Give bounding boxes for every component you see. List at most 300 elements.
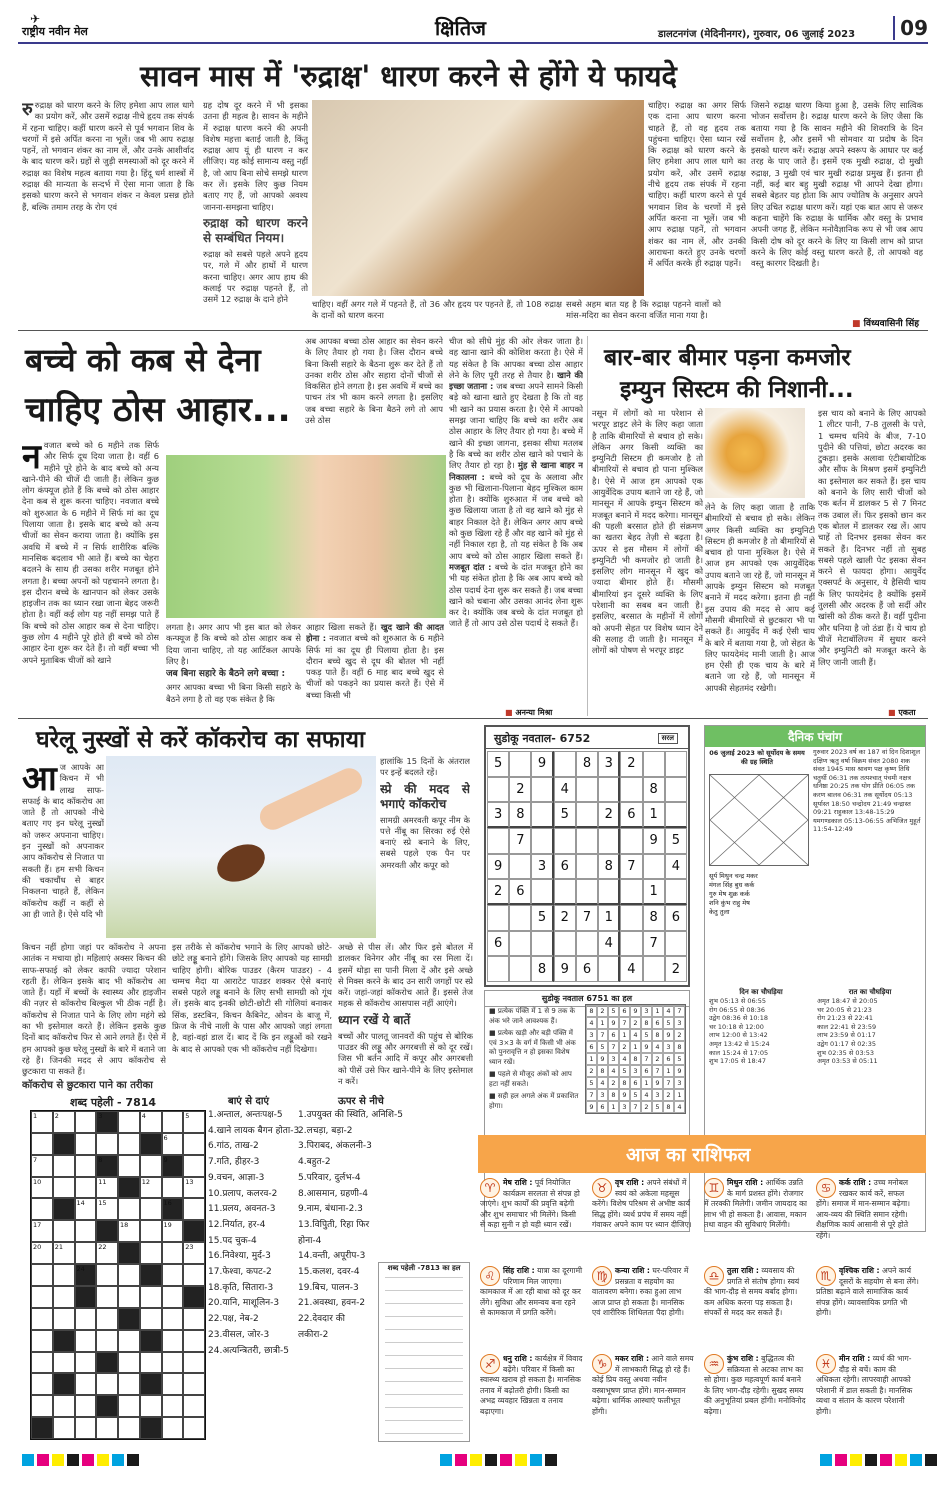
choghadiya-row: लाभ 23:59 से 01:17 [817,1031,876,1040]
crossword-cell: 1 [31,1111,53,1133]
answer-cell: 1 [641,1077,652,1089]
crossword-cell: 22 [96,1242,118,1264]
answer-cell: 7 [619,1017,630,1029]
sudoku-cell [620,828,642,854]
rashi-name: मकर राशि : [615,1354,650,1363]
down-clue: 19.बिच, पालन-3 [298,1282,359,1293]
crossword-cell [53,1264,75,1286]
crossword-cell [75,1395,97,1417]
sudoku-cell [487,777,509,803]
crossword-cell [31,1395,53,1417]
answer-cell: 4 [630,1029,641,1041]
answer-cell: 2 [586,1065,597,1077]
color-swatch [470,1454,482,1466]
crossword-cell: 14 [75,1198,97,1220]
sudoku-answer-title: सुडोकू नवताल 6751 का हल [485,991,689,1007]
planet-row: सूर्य मिथुन चन्द्र मकर [709,872,758,880]
baby-eating-photo [166,455,446,618]
answer-cell: 9 [663,1029,674,1041]
sudoku-cell: 9 [487,854,509,880]
planet-row: गुरु मेष शुक्र कर्क [709,890,750,898]
color-registration-bar [820,1454,937,1466]
rashi-name: मीन राशि : [839,1354,871,1363]
rashi-name: कर्क राशि : [839,1178,872,1187]
down-clue: 9.नाम, बंधाना-2.3 [298,1204,363,1215]
article2-col3: आहार खिला सकते हैं। खुद खाने की आदत होना : नवजात बच्चे को शुरुआत के 6 महीने सिर्फ मां का दूध ही पिलाया होता है। इस दौरान बच्चे खुद से दूध की बोतल भी नहीं पकड़ पाते हैं। वहीं 6 माह बाद बच्चे खुद से चीजों को पकड़ने का प्रयास करते हैं। ऐसे में बच्चा किसी भी [306,622,444,700]
crossword-cell [53,1352,75,1374]
sudoku-cell [509,751,531,777]
crossword-cell [31,1264,53,1286]
sudoku-cell: 2 [487,879,509,905]
answer-cell: 7 [597,1029,608,1041]
zodiac-icon: ♑ [592,1354,612,1374]
answer-cell: 5 [597,1041,608,1053]
sudoku-cell [554,931,576,957]
sudoku-cell: 6 [554,854,576,880]
rashi-item [816,1178,919,1263]
answer-cell: 8 [586,1005,597,1017]
answer-cell: 6 [663,1053,674,1065]
crossword-cell [75,1111,97,1133]
down-clue: 14.वन्ती, अपूरीप-3 [298,1251,366,1262]
rashi-text: यात्रा का दूरगामी परिणाम मिल जाएगा। कामकाज में आ रही बाधा को दूर कर लेंगे। सुविधा और समन्वय बना रहने से कामकाज में प्रगति करेंगे। [480,1266,583,1317]
sudoku-cell: 7 [509,828,531,854]
crossword-cell [118,1373,140,1395]
crossword-cell [140,1264,162,1286]
house-cockroach-photo [106,756,376,938]
across-clue: 10.प्रलाप, कलरव-2 [208,1188,278,1199]
crossword-cell [118,1177,140,1199]
sudoku-cell: 4 [620,956,642,982]
answer-cell: 4 [597,1077,608,1089]
article1-col3-right: चाहिए। रुद्राक्ष का अगर सिर्फ एक दाना आप धारण करना चाहते हैं, तो वह हृदय तक पहुंचना चाहिए। ऐसा ध्यान रखें कि रुद्राक्ष को धारण करने के लिए हमेशा आप लाल धागे का प्रयोग करें, और उसमें रुद्राक्ष नीचे हृदय तक संपर्क में रहना चाहिए। कहीं धारण करने से पूर्व भगवान शिव के चरणों में इसे अर्पित करना ना भूलें। जब भी आप रुद्राक्ष पहनें, तो भगवान शंकर का नाम लें, और उनकी आराधना करते हुए उनके चरणों में अर्पित करके ही रुद्राक्ष पहनें। [648,100,746,269]
crossword-cell [96,1352,118,1374]
sudoku-cell: 6 [576,956,598,982]
choghadiya-row: उद्वेग 01:17 से 02:35 [817,1039,877,1048]
answer-cell: 9 [597,1053,608,1065]
sudoku-cell [665,802,687,828]
sudoku-cell: 8 [576,751,598,777]
crossword-cell [162,1395,184,1417]
sudoku-title: सुडोकू नवताल- 6752 सरल [486,727,688,749]
answer-cell: 5 [663,1017,674,1029]
sudoku-answer-grid [585,1004,686,1114]
color-swatch [500,1454,512,1466]
sudoku-cell [598,879,620,905]
sudoku-cell: 1 [643,879,665,905]
answer-cell: 3 [674,1017,685,1029]
choghadiya-row: रोग 21:23 से 22:41 [817,1014,874,1023]
answer-cell: 6 [630,1077,641,1089]
sudoku-cell: 3 [598,751,620,777]
color-registration-bar [440,1454,557,1466]
crossword-cell [118,1352,140,1374]
choghadiya-row: शुभ 05:13 से 06:55 [709,997,767,1005]
section-title: क्षितिज [435,16,486,40]
rashi-text: पूर्व नियोजित कार्यक्रम सरलता से संपन्न हो जाएंगे। शुभ कार्यों की प्रवृत्ति बढ़ेगी और शुभ समाचार भी मिलेंगे। किसी से कहा सुनी न हो यही ध्यान रखें। [480,1178,580,1229]
answer-cell: 7 [641,1053,652,1065]
crossword-cell [183,1417,205,1439]
sudoku-cell: 7 [643,931,665,957]
answer-cell: 4 [663,1005,674,1017]
sudoku-cell [665,879,687,905]
across-clue: 1.अन्ताल, अन्तःपक्ष-5 [208,1110,283,1120]
rashi-name: मिथुन राशि : [727,1178,764,1187]
article4-col2: इस तरीके से कॉकरोच भगाने के लिए आपको छोटे-छोटे लड्डू बनाने होंगे। जिसके लिए आपको यह सामग्री चाहिए होगी। बोरिक पाउडर (कैरम पाउडर) - 4 चम्मच मैदा या आराटेट पाउडर शक्कर ऐसे बनाएं सबसे पहले लड्डू बनाने के लिए सभी सामग्री को गूंथ लें। इसके बाद इनकी छोटी-छोटी सी गोलियां बनाकर सिंक, डस्टबिन, किचन कैबिनेट, ओवन के बाजू में, फ्रिज के नीचे नाली के पास और आपको जहां लगता है, वहां-वहां डाल दें। बाद दें कि इन लड्डूओं को रखने के बाद से आपको एक भी कॉकरोच नहीं दिखेगा। [172,942,332,1054]
answer-cell: 1 [608,1101,619,1113]
zodiac-icon: ♉ [592,1178,612,1198]
choghadiya-row: काल 22:41 से 23:59 [817,1022,877,1031]
article2-col1: नवजात बच्चे को 6 महीने तक सिर्फ और सिर्फ दूध दिया जाता है। वहीं 6 महीने पूरे होने के बाद बच्चे को अन्य खाने-पीने की चीजें दी जाती हैं। लेकिन कुछ लोग कंफ्यूज होते हैं कि बच्चे को ठोस आहार देना कब से शुरू करना चाहिए। नवजात बच्चे को शुरुआत के 6 महीने में सिर्फ मां का दूध पिलाया जाता है। इसके बाद बच्चे को अन्य चीजों का सेवन कराया जाता है। क्योंकि इस अवधि में बच्चे में न सिर्फ शारीरिक बल्कि मानसिक बदलाव भी आते हैं। बच्चे का चेहरा बदलने के साथ ही उसका शरीर मजबूत होने लगता है। बच्चा अपनों को पहचानने लगता है। इस दौरान बच्चे के खानपान को लेकर उसके हाइजीन तक का ध्यान रखा जाना बेहद जरूरी होता है। वहीं कई लोग यह नहीं समझ पाते हैं कि बच्चे को ठोस आहार कब से देना चाहिए। कुछ लोग 4 महीने पूरे होते ही बच्चे को ठोस आहार देना शुरू कर देते हैं। तो वहीं बच्चा भी अपने मुताबिक चीजों को खाने [22,440,159,665]
crossword-cell [75,1417,97,1439]
crossword-cell [53,1133,75,1155]
crossword-cell: 20 [31,1242,53,1264]
rashi-name: धनु राशि : [503,1354,533,1363]
crossword-cell: 2 [53,1111,75,1133]
crossword-cell [140,1395,162,1417]
rashi-item [816,1354,919,1439]
article1-subhead: रुद्राक्ष को धारण करने से सम्बंधित नियम। [203,215,308,245]
sudoku-note: ■ सही हल अगले अंक में प्रकाशित होगा। [489,1092,579,1110]
crossword-cell [75,1242,97,1264]
answer-cell: 3 [597,1089,608,1101]
answer-cell: 5 [608,1005,619,1017]
choghadiya-row: रोग 06:55 से 08:36 [709,1005,766,1014]
answer-cell: 1 [674,1089,685,1101]
zodiac-icon: ♏ [816,1266,836,1286]
rashi-text: व्यर्थ की भाग-दौड़ से बचें। काम की अधिकता रहेगी। लापरवाही आपको परेशानी में डाल सकती है। मानसिक व्यथा व संतान के कारण परेशानी होगी। [816,1354,913,1416]
crossword-cell: 23 [183,1242,205,1264]
dateline: डालटनगंज (मेदिनीनगर), गुरुवार, 06 जुलाई 2023 [658,29,856,40]
crossword-cell [31,1133,53,1155]
sudoku-cell [576,828,598,854]
answer-cell: 7 [674,1005,685,1017]
sudoku-cell [576,931,598,957]
answer-cell: 6 [608,1029,619,1041]
crossword-cell [118,1111,140,1133]
answer-cell: 1 [586,1053,597,1065]
article4-intro: आज आपके आ किचन में भी लाख साफ-सफाई के बाद कॉकरोच आ जाते हैं तो आपको नीचे बताए गए इन घरेलू नुस्खों को जरूर अपनाना चाहिए। इन नुस्खों को अपनाकर आप कॉकरोच से निजात पा सकती हैं। हम सभी किचन की चकाचौंध से बाहर निकलना चाहते हैं, लेकिन कॉकरोच कहीं न कहीं से आ ही जाते हैं। ऐसे यदि भी [22,762,104,919]
answer-cell: 8 [674,1041,685,1053]
choghadiya-row: चर 10:18 से 12:00 [709,1022,764,1031]
zodiac-icon: ♒ [704,1354,724,1374]
across-clue: 9.वचन, आज्ञा-3 [208,1172,265,1183]
answer-cell: 2 [597,1005,608,1017]
sudoku-cell: 6 [487,931,509,957]
article3-col2: लेने के लिए कहा जाता है ताकि बीमारियों से बचाव हो सके। लेकिन अगर किसी व्यक्ति का इम्युनिटी सिस्टम ही कमजोर है तो बीमारियों से बचाव हो पाना मुश्किल है। ऐसे में आज हम आपको एक आयुर्वेदिक उपाय बताने जा रहे हैं, जो मानसून में आपके इम्युन सिस्टम को मजबूत बनाने में मदद करेगा। इतना ही नहीं इस उपाय की मदद से आप कई मौसमी बीमारियों से छुटकारा भी पा सकते हैं। आयुर्वेद में कई ऐसी चाय के बारे में बताया गया है, जो सेहत के लिए फायदेमंद मानी जाती है। आज हम ऐसी ही एक चाय के बारे में बताने जा रहे हैं, जो मानसून में आपकी सेहतमंद रखेगी। [705,502,815,693]
answer-cell: 3 [630,1065,641,1077]
zodiac-icon: ♍ [592,1266,612,1286]
article1-col4: जिसने रुद्राक्ष धारण किया हुआ है, उसके लिए सात्विक भोजन सर्वोत्तम है। रुद्राक्ष धारण करने के लिए जैसा कि बताया गया है कि सावन महीने की शिवरात्रि के दिन सर्वोत्तम है, और इसमें भी सोमवार या प्रदोष के दिन इसको धारण करें। रुद्राक्ष अपने स्वरूप के आधार पर कई तरह के पाए जाते हैं। इसमें एक मुखी रुद्राक्ष, दो मुखी रुद्राक्ष, 3 मुखी एवं चार मुखी रुद्राक्ष प्रमुख हैं। इतना ही नहीं, कई बार बहु मुखी रुद्राक्ष भी आपने देखा होगा। सबसे बेहतर यह होता कि आप ज्योतिष के अनुसार अपने लिए उचित रुद्राक्ष धारण करें। यहां एक बात आप से जरूर कहना चाहेंगे कि रुद्राक्ष के धार्मिक और वस्तु के प्रभाव अपनी जगह हैं, लेकिन मनोवैज्ञानिक रूप से भी जब आप किसी दोष को दूर करने के लिए या किसी लाभ को प्राप्त करने के लिए कोई वस्तु धारण करते हैं, तो आपको वह वस्तु कारगर दिखती है। [751,100,923,269]
down-clue: होना-4 [298,1235,322,1246]
answer-cell: 6 [641,1065,652,1077]
hand-icon [256,764,367,834]
crossword-cell [53,1395,75,1417]
color-swatch [127,1454,139,1466]
answer-cell: 7 [663,1077,674,1089]
zodiac-icon: ♓ [816,1354,836,1374]
choghadiya-night: रात का चौघड़िया अमृत 18:47 से 20:05 चर 20:05 से 21:23 रोग 21:23 से 22:41 काल 22:41 से 23:59 लाभ 23:59 से 01:17 उद्वेग 01:17 से 02:35 शुभ 02:35 से 03:53 अमृत 03:53 से 05:11 [817,988,923,1066]
across-clue: 15.पद चुक-4 [208,1235,257,1246]
planet-row: शनि कुंभ राहु मेष [709,899,750,907]
answer-cell: 3 [652,1089,663,1101]
down-clues [298,1108,403,1344]
sudoku-cell [576,777,598,803]
sudoku-grid [487,751,687,982]
sudoku-cell: 1 [598,905,620,931]
article3-byline: ■ एकता [888,708,916,717]
crossword-cell [183,1330,205,1352]
answer-cell: 6 [597,1101,608,1113]
sudoku-cell [620,777,642,803]
sudoku-note: ■ प्रत्येक खड़ी और बड़ी पंक्ति में एवं 3×3 के वर्ग में किसी भी अंक को पुनरावृत्ति न हो इसका विशेष ध्यान रखें। [489,1029,576,1066]
sudoku-cell [487,956,509,982]
sudoku-cell: 7 [620,854,642,880]
answer-cell: 1 [663,1065,674,1077]
sudoku-cell [576,854,598,880]
crossword-cell [140,1198,162,1220]
article3-col3: इस चाय को बनाने के लिए आपको 1 लीटर पानी, 7-8 तुलसी के पत्ते, 1 चम्मच धनिये के बीज, 7-10 पुदीने की पत्तियां, छोटा अदरक का टुकड़ा। इसके अलावा एंटीबायोटिक और सौंफ के मिश्रण इसमें इम्युनिटी का इस्तेमाल कर सकते हैं। इस चाय को बनाने के लिए सारी चीजों को एक बर्तन में डालकर 5 से 7 मिनट तक उबाल लें। फिर इसको छान कर एक बोतल में डालकर रख लें। आप चाहें तो दिनभर इसका सेवन कर सकते हैं। दिनभर नहीं तो सुबह सबसे पहले खाली पेट इसका सेवन करने से फायदा होगा। आयुर्वेद एक्सपर्ट के अनुसार, ये हैसियी चाय के लिए फायदेमंद है क्योंकि इसमें तुलसी और अदरक हैं जो सर्दी और खांसी को ठीक करते हैं। वहीं पुदीना और धनिया है जो ठंडा हैं। ये चाय हो चीजें मेटाबॉलिज्म में सुधार करने और इम्युनिटी को मजबूत करने के लिए जानी जाती हैं। [818,408,926,667]
crossword-cell: 17 [31,1220,53,1242]
color-swatch [440,1454,452,1466]
rashi-item [480,1266,583,1351]
across-clue: 18.कृति, सितारा-3 [208,1282,274,1293]
answer-cell: 8 [608,1089,619,1101]
crossword-cell [162,1264,184,1286]
color-swatch [910,1454,922,1466]
answer-cell: 8 [663,1101,674,1113]
answer-cell: 6 [652,1017,663,1029]
bird-logo-icon: ✈ [30,12,41,26]
across-clues [208,1108,300,1359]
crossword-cell [53,1330,75,1352]
across-clue: 4.खाने लायक बैगन होता-3 [208,1125,300,1136]
rudraksh-photo [312,100,644,296]
crossword-cell [31,1417,53,1439]
sudoku-cell: 7 [576,905,598,931]
newspaper-brand: राष्ट्रीय नवीन मेल [22,25,88,38]
answer-cell: 9 [619,1089,630,1101]
sudoku-cell: 6 [509,879,531,905]
down-clue: 4.बहुत-2 [298,1157,331,1168]
answer-cell: 8 [619,1077,630,1089]
answer-cell: 4 [674,1101,685,1113]
crossword-cell [140,1330,162,1352]
crossword-cell [53,1417,75,1439]
down-clue: 3.पिराबद, अंकलनी-3 [298,1141,372,1152]
answer-cell: 6 [586,1041,597,1053]
sudoku-cell: 4 [554,777,576,803]
sudoku-cell [531,828,553,854]
sudoku-cell [665,751,687,777]
answer-cell: 1 [597,1017,608,1029]
crossword-cell [118,1155,140,1177]
sudoku-cell [487,905,509,931]
rashi-item [480,1178,583,1263]
rashi-name: मेष राशि : [503,1178,533,1187]
kundli-chart [709,774,809,866]
crossword-cell: 9 [162,1155,184,1177]
down-clue: 5.परिवार, दुर्लभ-4 [298,1172,361,1183]
sudoku-level: सरल [658,733,678,744]
crossword-cell [118,1308,140,1330]
crossword-cell: 7 [31,1155,53,1177]
answer-cell: 2 [652,1053,663,1065]
sudoku-cell [620,879,642,905]
crossword-cell [31,1352,53,1374]
sudoku-cell: 1 [643,802,665,828]
color-swatch [545,1454,557,1466]
rashi-text: कार्यक्षेत्र में विवाद बढ़ेंगे। परिवार में किसी का स्वास्थ्य खराब हो सकता है। मानसिक तनाव में बढ़ोतरी होगी। किसी का अभद्र व्यवहार खिन्नता व तनाव बढ़ाएगा। [480,1354,583,1416]
crossword-cell: 15 [96,1198,118,1220]
answer-cell: 4 [608,1065,619,1077]
crossword-cell [140,1155,162,1177]
panchang-subtitle: 06 जुलाई 2023 को सूर्योदय के समय की ग्रह स्थिति [709,749,805,766]
sudoku-cell [576,802,598,828]
crossword-cell [96,1133,118,1155]
article2-col2: लगता है। अगर आप भी इस बात को लेकर कन्फ्यूज हैं कि बच्चे को ठोस आहार कब से दिया जाना चाहिए, तो यह आर्टिकल आपके लिए है। जब बिना सहारे के बैठने लगे बच्चा : अगर आपका बच्चा भी बिना किसी सहारे के बैठने लगा है तो वह एक संकेत है कि [166,622,301,704]
answer-cell: 9 [608,1017,619,1029]
answer-cell: 2 [674,1029,685,1041]
crossword-cell [140,1220,162,1242]
across-clue: 11.प्रलय, अवनत-3 [208,1204,276,1215]
across-clue: 7.गति, हीहर-3 [208,1157,260,1168]
sudoku-cell [643,854,665,880]
sudoku-cell [620,905,642,931]
color-swatch [82,1454,94,1466]
sudoku-notes [489,1007,581,1114]
rashi-item [816,1266,919,1351]
crossword-cell [162,1286,184,1308]
divider [18,718,928,719]
crossword-cell [118,1417,140,1439]
panchang-title: दैनिक पंचांग [705,726,925,747]
rashi-text: अपने संबंधों में स्वयं को अकेला महसूस करेंगे। विशेष परिश्रम से अभीष्ट कार्य सिद्ध होंगे। व्यर्थ प्रपंच में समय नहीं गंवाकर अपने काम पर ध्यान दीजिए। [592,1178,692,1229]
divider [18,330,928,331]
sudoku-cell [531,802,553,828]
crossword-cell: 4 [140,1111,162,1133]
sudoku-cell [576,879,598,905]
rashi-item [704,1178,807,1263]
down-clue: 2.लचड़ा, बड़ा-2 [298,1125,353,1136]
herbal-tea-photo [705,408,805,498]
crossword-cell: 6 [162,1133,184,1155]
answer-cell: 1 [630,1041,641,1053]
crossword-cell [31,1373,53,1395]
rashifal-header: आज का राशिफल [478,1135,926,1173]
rashi-item [592,1178,695,1263]
article3-col1: नसून में लोगों को मा परेशान से भरपूर डाइट लेने के लिए कहा जाता है ताकि बीमारियों से बचाव हो सके। लेकिन अगर किसी व्यक्ति का इम्युनिटी सिस्टम ही कमजोर है तो बीमारियों से बचाव हो पाना मुश्किल है। ऐसे में आज हम आपको एक आयुर्वेदिक उपाय बताने जा रहे हैं, जो मानसून में आपके इम्युन सिस्टम को मजबूत बनाने में मदद करेगा। मानसून की पहली बरसात होते ही संक्रमण का खतरा बेहद तेज़ी से बढ़ता है। ऊपर से इस मौसम में लोगों की इम्युनिटी भी कमजोर हो जाती है। इसलिए लोग मानसून में खुद को ज्यादा बीमार होते हैं। मौसमी बीमारियां इन दूसरे व्यक्ति के लिए परेशानी का सबब बन जाती है। इसलिए, बरसात के महीनों में लोगों को अपनी सेहत पर विशेष ध्यान देने की सलाह दी जाती है। मानसून में लोगों को पोषण से भरपूर डाइट [592,408,703,656]
choghadiya-row: अमृत 13:42 से 15:24 [709,1039,770,1048]
down-clue: 8.आसमान, ग्रहणी-4 [298,1188,368,1199]
sudoku-cell: 8 [643,777,665,803]
color-swatch [37,1454,49,1466]
page-number: 09 [893,16,928,40]
zodiac-icon: ♎ [704,1266,724,1286]
sudoku-cell: 5 [554,802,576,828]
rashi-item [480,1354,583,1439]
across-clue: 22.पक्ष, नेब-2 [208,1314,259,1325]
article1-headline: सावन मास में 'रुद्राक्ष' धारण करने से होंगे ये फायदे [140,59,677,93]
crossword-cell [96,1220,118,1242]
article2-col-top: अब आपका बच्चा ठोस आहार का सेवन करने के लिए तैयार हो गया है। जिस दौरान बच्चे बिना किसी सहारे के बैठना शुरू कर देते हैं तो उनका शरीर ठोस और सहारा दोनों चीजों से विकसित होने लगता है। इस अवधि में बच्चे का पाचन तंत्र भी काम करने लगता है। इसलिए जब बच्चा सहारे के बिना बैठने लगे तो आप उसे ठोस [305,336,443,426]
sudoku-cell: 8 [531,956,553,982]
planet-row: केतु तुला [709,908,730,916]
crossword-cell [183,1352,205,1374]
crossword-cell [140,1133,162,1155]
sudoku-cell: 2 [554,905,576,931]
sudoku-cell [598,828,620,854]
answer-cell: 4 [641,1089,652,1101]
answer-cell: 9 [641,1041,652,1053]
across-title: बाएं से दाएं [228,1096,269,1107]
answer-cell: 7 [630,1101,641,1113]
sudoku-cell: 9 [531,751,553,777]
article4-col1: किचन नहीं होगा जहां पर कॉकरोच ने अपना आतंक न मचाया हो। महिलाएं अक्सर किचन की साफ-सफाई को लेकर काफी ज्यादा परेशान रहती हैं। लेकिन इसके बाद भी कॉकरोच आ जाते हैं। यहाँ में बच्चों के स्वास्थ्य और हाइजीन की नज़र से कॉकरोच बिल्कुल भी ठीक नहीं है। कॉकरोच से निजात पाने के लिए लोग महंगे स्प्रे का भी इस्तेमाल करते हैं। लेकिन इसके कुछ दिनों बाद कॉकरोच फिर से आने लगते हैं। ऐसे में हम आपको कुछ घरेलू नुस्खों के बारे में बताने जा रहे हैं। जिनकी मदद से आप कॉकरोच से छुटकारा पा सकते हैं। कॉकरोच से छुटकारा पाने का तरीका [22,942,166,1091]
sudoku-cell [554,828,576,854]
color-swatch [112,1454,124,1466]
crossword-cell [162,1177,184,1199]
sudoku-cell [665,777,687,803]
rashi-text: बुद्धितत्व की सक्रियता से अटका लाभ का सो होगा। कुछ महत्वपूर्ण कार्य बनाने के लिए भाग-दौड़ रहेगी। सुखद समय की अनुभूतियां प्रबल होंगी। मनोविनोद बढ़ेगा। [704,1354,806,1416]
down-title: ऊपर से नीचे [338,1096,384,1107]
sudoku-note: ■ प्रत्येक पंक्ति में 1 से 9 तक के अंक भरे जाने आवश्यक हैं। [489,1007,575,1025]
crossword-cell [75,1177,97,1199]
color-swatch [67,1454,79,1466]
crossword-cell: 21 [53,1242,75,1264]
choghadiya-row: उद्वेग 08:36 से 10:18 [709,1014,769,1023]
sudoku-cell: 9 [643,828,665,854]
crossword-cell [75,1286,97,1308]
crossword-cell [96,1417,118,1439]
sudoku-cell: 2 [509,777,531,803]
rashi-text: अपने कार्य दूसरों के सहयोग से बना लेंगे। प्रतिष्ठा बढ़ाने वाले सामाजिक कार्य संपन्न होंगे। व्यावसायिक प्रगति भी होगी। [816,1266,919,1317]
answer-cell: 3 [608,1053,619,1065]
rashi-name: तुला राशि : [727,1266,759,1275]
article1-col2: ग्रह दोष दूर करने में भी इसका उतना ही महत्व है। सावन के महीने में रुद्राक्ष धारण करने की अपनी विशेष महत्ता बताई जाती है, किंतु रुद्राक्ष आप यूं ही धारण न कर लीजिए। यह कोई सामान्य वस्तु नहीं है, जो आप बिना सोचे समझे धारण कर लें। इसके लिए कुछ नियम बताए गए हैं, जो आपको अवश्य जानना-समझना चाहिए। रुद्राक्ष को धारण करने से सम्बंधित नियम। रुद्राक्ष को सबसे पहले अपने हृदय पर, गले में और हाथों में धारण करना चाहिए। अगर आप हाथ की कलाई पर रुद्राक्ष पहनते हैं, तो उसमें 12 रुद्राक्ष के दाने होने [203,100,308,305]
zodiac-icon: ♈ [480,1178,500,1198]
choghadiya-row: शुभ 02:35 से 03:53 [817,1048,875,1057]
answer-cell: 7 [586,1089,597,1101]
sudoku-cell [643,956,665,982]
answer-cell: 2 [630,1017,641,1029]
crossword-cell [183,1133,205,1155]
crossword-cell [162,1417,184,1439]
crossword-cell [53,1308,75,1330]
crossword-cell [53,1220,75,1242]
crossword-cell [75,1220,97,1242]
article3-headline-line1: बार-बार बीमार पड़ना कमजोर [604,345,851,371]
crossword-cell [118,1395,140,1417]
sudoku-cell: 9 [554,956,576,982]
rashi-text: व्यवसाय की प्रगति से संतोष होगा। स्वयं की भाग-दौड़ से समय बर्बाद होगा। कम अधिक करना पड़ सकता है। संपर्कों से मदद कर सकते हैं। [704,1266,800,1317]
crossword-cell [75,1352,97,1374]
crossword-cell [162,1111,184,1133]
color-swatch [880,1454,892,1466]
article1-byline: ■ विंध्यवासिनी सिंह [852,319,919,329]
answer-cell: 9 [652,1077,663,1089]
answer-cell: 5 [630,1089,641,1101]
planet-row: मंगल सिंह बुध कर्क [709,881,755,889]
answer-cell: 4 [652,1041,663,1053]
choghadiya-row: अमृत 03:53 से 05:11 [817,1057,878,1066]
rashi-item [704,1354,807,1439]
article2-byline: ■ अनन्या मिश्रा [505,708,553,717]
answer-cell: 5 [619,1065,630,1077]
crossword-cell [31,1330,53,1352]
color-swatch [895,1454,907,1466]
color-swatch [865,1454,877,1466]
